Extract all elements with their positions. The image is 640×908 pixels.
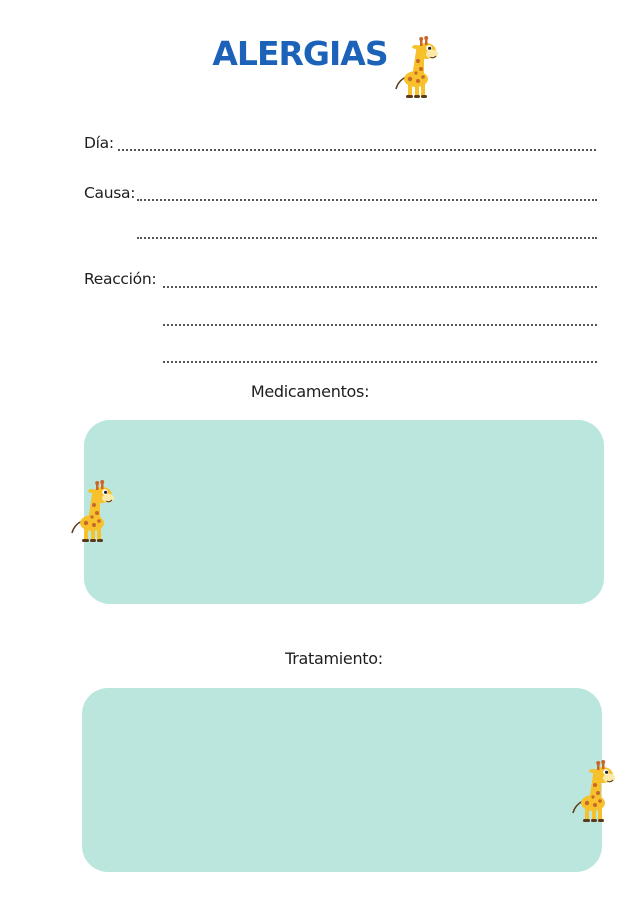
- tratamiento-label: Tratamiento:: [285, 649, 383, 668]
- reaccion-line: [163, 286, 597, 288]
- giraffe-icon: [70, 480, 118, 546]
- dia-label: Día:: [84, 134, 114, 152]
- causa-line-2: [137, 237, 597, 239]
- causa-label: Causa:: [84, 184, 136, 202]
- page-title: ALERGIAS: [212, 34, 388, 73]
- dia-line: [118, 149, 596, 151]
- medicamentos-label: Medicamentos:: [250, 382, 370, 401]
- medicamentos-box[interactable]: [84, 420, 604, 604]
- causa-line: [137, 199, 597, 201]
- reaccion-label: Reacción:: [84, 270, 157, 288]
- giraffe-icon: [571, 760, 619, 826]
- reaccion-line-2: [163, 324, 597, 326]
- reaccion-line-3: [163, 361, 597, 363]
- giraffe-icon: [394, 36, 442, 102]
- tratamiento-box[interactable]: [82, 688, 602, 872]
